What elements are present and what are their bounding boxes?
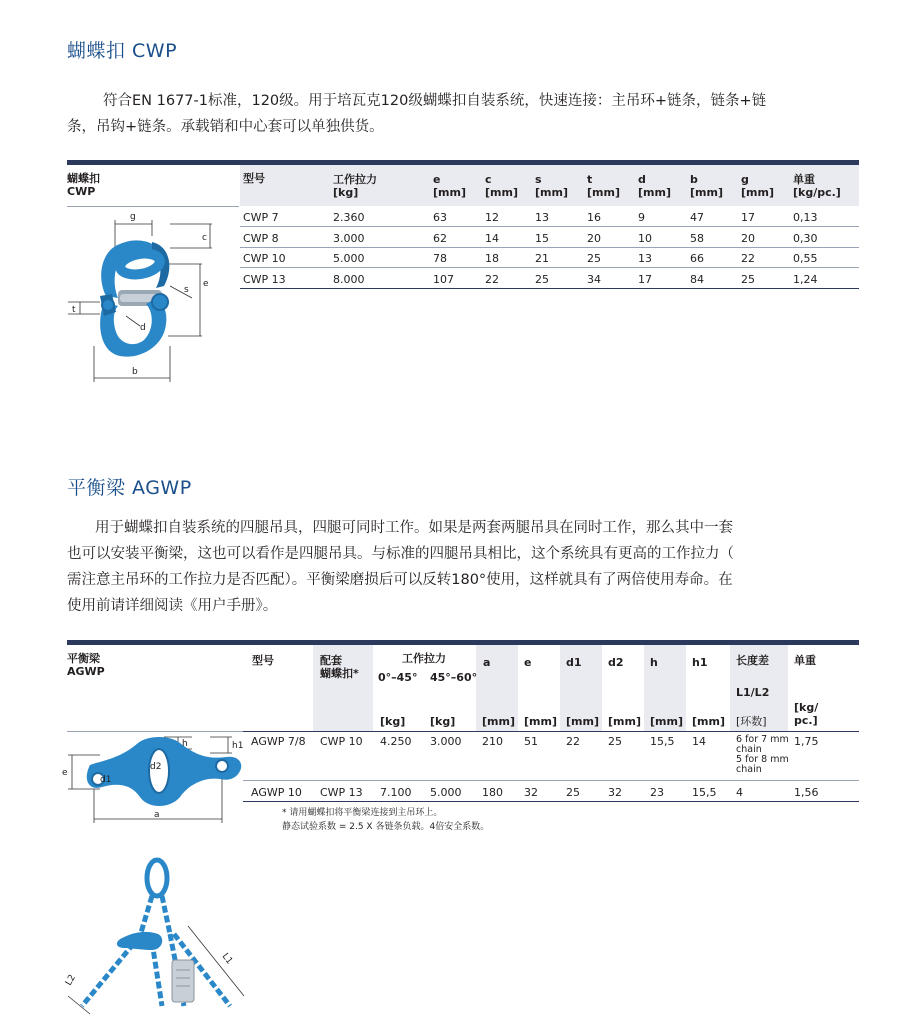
table2-cell: 25 <box>566 786 580 799</box>
table2-unit: [kg] <box>430 715 456 728</box>
table2-note-line: 静态试验系数 = 2.5 X 各链条负载。4倍安全系数。 <box>282 822 490 832</box>
table1-cell: 84 <box>690 273 704 286</box>
agwp-dim-h1: h1 <box>232 741 244 751</box>
table1-cell: 47 <box>690 211 704 224</box>
cwp-dim-g: g <box>130 212 136 222</box>
table2-h-wll: 工作拉力 <box>402 652 446 665</box>
table2-notes <box>282 806 489 834</box>
table1-cell: 8.000 <box>333 273 365 286</box>
table2-cell: 4 <box>736 786 743 799</box>
table2-h-d1: d1 <box>566 656 582 669</box>
table1-cell: CWP 13 <box>243 273 286 286</box>
table2-cell: 15,5 <box>650 735 675 748</box>
table1-label-line: CWP <box>67 185 96 198</box>
table2-bottom-line <box>243 801 859 802</box>
table1-label <box>67 172 100 198</box>
section1-paragraph <box>67 88 797 140</box>
table2-header-underline <box>243 731 859 732</box>
agwp-dim-h: h <box>182 739 188 749</box>
table1-cell: 5.000 <box>333 252 365 265</box>
table1-cell: 0,55 <box>793 252 818 265</box>
table1-cell: 17 <box>638 273 652 286</box>
table2-cell: 1,75 <box>794 735 819 748</box>
table1-cell: CWP 7 <box>243 211 279 224</box>
table1-header-line: b <box>690 173 698 186</box>
table2-h-weight-unit-line: [kg/ <box>794 701 819 714</box>
table1-cell: 15 <box>535 232 549 245</box>
table1-header-line: 单重 <box>793 173 815 186</box>
table1-header-unit: [kg] <box>333 186 359 199</box>
table2-cell: 15,5 <box>692 786 717 799</box>
table1-header-line: d <box>638 173 646 186</box>
table1-cell: 66 <box>690 252 704 265</box>
table2-label-underline <box>67 731 243 732</box>
section1-para-line: 条，吊钩+链条。承载销和中心套可以单独供货。 <box>67 119 384 135</box>
cwp-dim-b: b <box>132 367 138 377</box>
section2-paragraph <box>67 515 797 619</box>
table2-cell: 4.250 <box>380 735 412 748</box>
table2-label-line: 平衡梁 <box>67 652 100 665</box>
section1-para-line: 符合EN 1677-1标准，120级。用于培瓦克120级蝴蝶扣自装系统，快速连接：主吊环+链条，链条+链 <box>103 93 767 109</box>
table2-h-weight-unit-line: pc.] <box>794 714 818 727</box>
table1-cell: 2.360 <box>333 211 365 224</box>
table1-header-cell <box>333 173 377 199</box>
agwp-diagram <box>60 733 246 825</box>
table2-len-line: chain <box>736 764 762 775</box>
table2-cell-len <box>736 735 789 775</box>
table1-cell: 22 <box>741 252 755 265</box>
section2-title: 平衡梁 AGWP <box>67 477 192 499</box>
table2-cell: 14 <box>692 735 706 748</box>
table1-row-divider <box>240 247 859 248</box>
table2-h-wll-b: 45°–60° <box>430 671 478 684</box>
table2-h-model: 型号 <box>252 654 274 667</box>
table1-cell: 78 <box>433 252 447 265</box>
table2-row-divider <box>243 780 859 781</box>
table1-header-unit: [mm] <box>587 186 620 199</box>
table1-cell: 9 <box>638 211 645 224</box>
table2-label-line: AGWP <box>67 665 105 678</box>
table1-header-cell <box>638 173 671 199</box>
table2-cell: 7.100 <box>380 786 412 799</box>
section2-para-line: 需注意主吊环的工作拉力是否匹配）。平衡梁磨损后可以反转180°使用，这样就具有了两倍使用寿命。在 <box>67 572 733 588</box>
table1-header-cell <box>485 173 518 199</box>
table2-len-line: 6 for 7 mm <box>736 734 789 745</box>
table2-h-weight-unit <box>794 701 818 727</box>
table1-header-unit: [mm] <box>485 186 518 199</box>
table1-header-unit: [mm] <box>535 186 568 199</box>
table2-h-d2: d2 <box>608 656 624 669</box>
table1-cell: 107 <box>433 273 454 286</box>
table2-note-line: * 请用蝴蝶扣将平衡梁连接到主吊环上。 <box>282 808 443 818</box>
table1-header-line: 工作拉力 <box>333 173 377 186</box>
table1-cell: CWP 8 <box>243 232 279 245</box>
table1-cell: 34 <box>587 273 601 286</box>
table2-unit: [mm] <box>482 715 515 728</box>
table1-cell: CWP 10 <box>243 252 286 265</box>
table1-label-line: 蝴蝶扣 <box>67 172 100 185</box>
table1-header-cell <box>793 173 841 199</box>
table2-cell: 51 <box>524 735 538 748</box>
table2-h-match-line: 配套 <box>320 654 342 667</box>
table1-cell: 0,30 <box>793 232 818 245</box>
table2-len-line: chain <box>736 744 762 755</box>
table2-cell: 22 <box>566 735 580 748</box>
table1-header-unit: [mm] <box>741 186 774 199</box>
table2-h-weight: 单重 <box>794 654 816 667</box>
table2-unit: [kg] <box>380 715 406 728</box>
table2-h-wll-a: 0°–45° <box>378 671 418 684</box>
cwp-dim-t: t <box>72 305 76 315</box>
table2-h-len: 长度差 <box>736 654 769 667</box>
table1-header-line: s <box>535 173 542 186</box>
table1-header-line: t <box>587 173 593 186</box>
table2-unit: [mm] <box>650 715 683 728</box>
table1-header-cell <box>587 173 620 199</box>
table1-cell: 21 <box>535 252 549 265</box>
table1-cell: 20 <box>587 232 601 245</box>
table1-cell: 22 <box>485 273 499 286</box>
section2-para-line: 也可以安装平衡梁，这也可以看作是四腿吊具。与标准的四腿吊具相比，这个系统具有更高的工作拉力（ <box>67 546 734 562</box>
table1-cell: 0,13 <box>793 211 818 224</box>
table1-row-divider <box>240 226 859 227</box>
table2-cell: 32 <box>524 786 538 799</box>
table2-cell: 3.000 <box>430 735 462 748</box>
agwp-dim-a: a <box>154 810 160 820</box>
table2-h-match <box>320 654 359 680</box>
table1-header-cell <box>741 173 774 199</box>
table2-unit: [mm] <box>692 715 725 728</box>
table1-cell: 20 <box>741 232 755 245</box>
table1-cell: 63 <box>433 211 447 224</box>
table2-unit: [mm] <box>608 715 641 728</box>
cwp-dim-e: e <box>203 279 209 289</box>
table1-header-unit: [mm] <box>433 186 466 199</box>
table2-cell: CWP 13 <box>320 786 363 799</box>
table1-header-cell <box>433 173 466 199</box>
section2-para-line: 使用前请详细阅读《用户手册》。 <box>67 598 278 614</box>
table2-cell: 25 <box>608 735 622 748</box>
table2-cell: AGWP 7/8 <box>251 735 306 748</box>
table1-cell: 25 <box>741 273 755 286</box>
table1-cell: 58 <box>690 232 704 245</box>
table2-h-h1: h1 <box>692 656 708 669</box>
table1-header-cell <box>690 173 723 199</box>
table1-header-unit: [mm] <box>638 186 671 199</box>
table1-cell: 17 <box>741 211 755 224</box>
four-leg-sling-illustration <box>62 856 252 1020</box>
table2-cell: AGWP 10 <box>251 786 302 799</box>
table1-cell: 25 <box>535 273 549 286</box>
table2-cell: 32 <box>608 786 622 799</box>
table2-unit: [mm] <box>566 715 599 728</box>
table1-cell: 62 <box>433 232 447 245</box>
section2-para-line: 用于蝴蝶扣自装系统的四腿吊具，四腿可同时工作。如果是两套两腿吊具在同时工作，那么其中一套 <box>95 520 733 536</box>
table1-cell: 13 <box>535 211 549 224</box>
table2-cell: 23 <box>650 786 664 799</box>
cwp-diagram <box>60 206 240 388</box>
table2-label <box>67 652 105 678</box>
section1-title: 蝴蝶扣 CWP <box>67 40 178 62</box>
table1-header-cell <box>535 173 568 199</box>
table1-cell: 16 <box>587 211 601 224</box>
cwp-dim-d: d <box>140 323 146 333</box>
table1-cell: 1,24 <box>793 273 818 286</box>
table2-h-len2: L1/L2 <box>736 686 770 699</box>
table1-header-line: g <box>741 173 749 186</box>
table2-unit: [环数] <box>736 715 767 728</box>
table1-cell: 18 <box>485 252 499 265</box>
table1-cell: 3.000 <box>333 232 365 245</box>
table1-cell: 13 <box>638 252 652 265</box>
sling-dim-l1: L1 <box>219 951 235 967</box>
cwp-dim-s: s <box>184 285 189 295</box>
table1-row-divider <box>240 288 859 289</box>
table2-h-a: a <box>483 656 491 669</box>
table1-cell: 10 <box>638 232 652 245</box>
agwp-dim-d1: d1 <box>100 775 112 785</box>
cwp-dim-c: c <box>202 233 207 243</box>
table1-cell: 12 <box>485 211 499 224</box>
table2-h-h: h <box>650 656 658 669</box>
table1-header-line: e <box>433 173 441 186</box>
table2-h-e: e <box>524 656 532 669</box>
table1-header-line: 型号 <box>243 172 265 185</box>
agwp-dim-e: e <box>62 768 68 778</box>
table1-row-divider <box>240 267 859 268</box>
table1-cell: 25 <box>587 252 601 265</box>
table2-cell: CWP 10 <box>320 735 363 748</box>
table1-header-unit: [mm] <box>690 186 723 199</box>
sling-dim-l2: L2 <box>63 973 78 988</box>
table2-h-match-line: 蝴蝶扣* <box>320 667 359 680</box>
table1-header-unit: [kg/pc.] <box>793 186 841 199</box>
agwp-dim-d2: d2 <box>150 762 162 772</box>
table1-header-cell <box>243 172 265 185</box>
table1-cell: 14 <box>485 232 499 245</box>
table2-cell: 180 <box>482 786 503 799</box>
table2-unit: [mm] <box>524 715 557 728</box>
table2-cell: 5.000 <box>430 786 462 799</box>
table2-len-line: 5 for 8 mm <box>736 754 789 765</box>
table2-cell: 210 <box>482 735 503 748</box>
table2-cell: 1,56 <box>794 786 819 799</box>
table1-header-line: c <box>485 173 492 186</box>
